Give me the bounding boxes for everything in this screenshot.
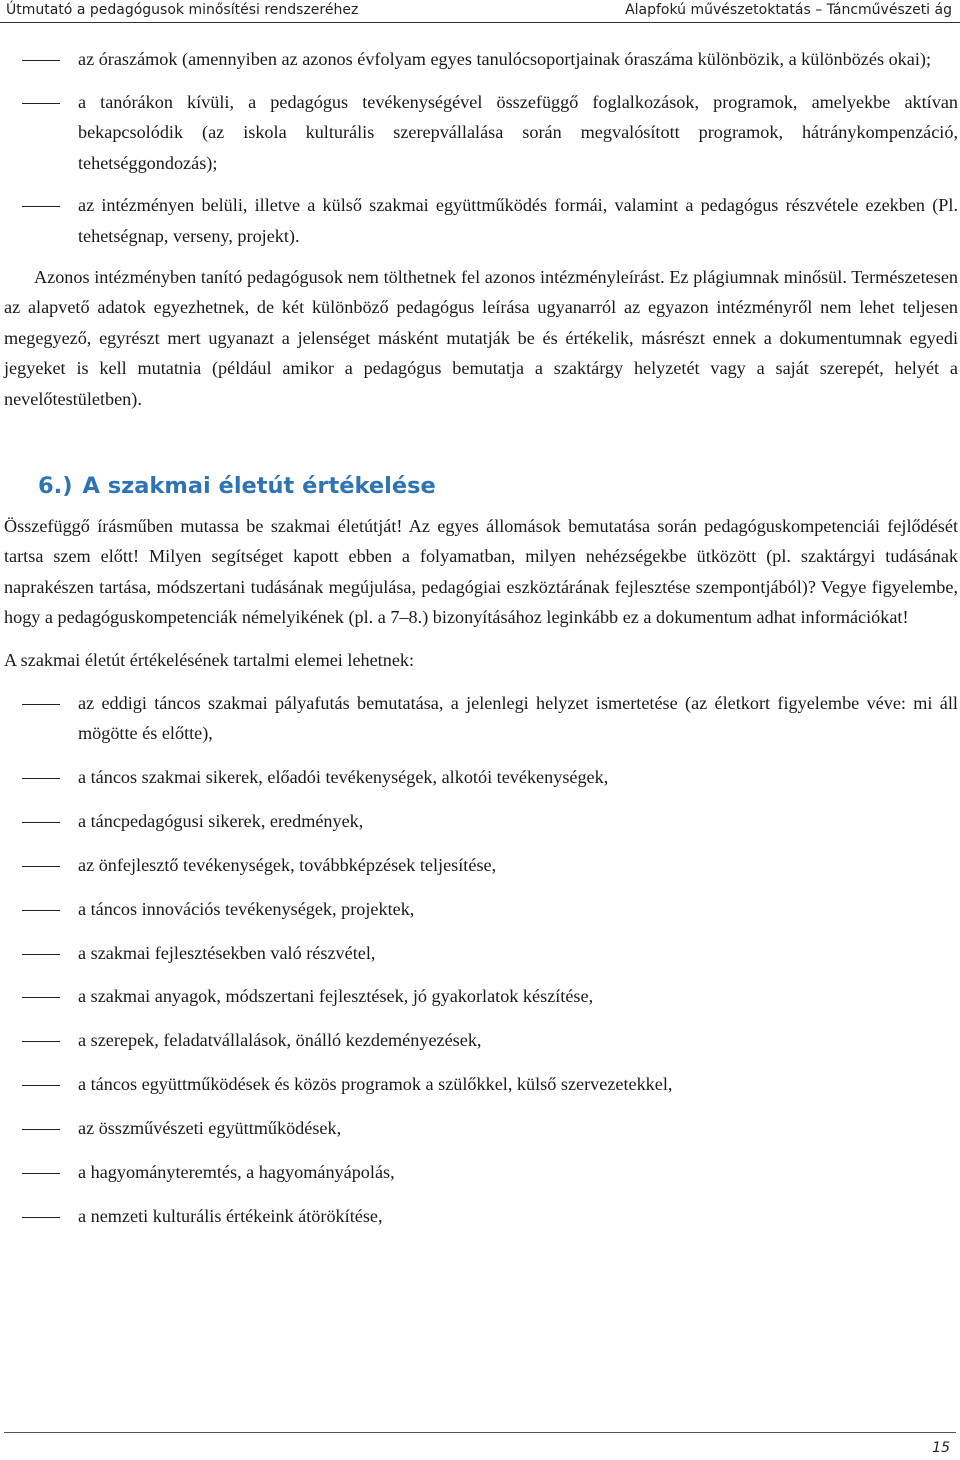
- list-item: [4, 1113, 958, 1144]
- page-body: [4, 44, 958, 1245]
- list-item: [4, 981, 958, 1012]
- list-item-text: az eddigi táncos szakmai pályafutás bemutatása, a jelenlegi helyzet ismertetése (az életkort figyelembe véve: mi áll mögötte és előtte),: [78, 692, 958, 744]
- footer-rule: [4, 1432, 956, 1433]
- header-rule: [0, 22, 960, 23]
- section-title: A szakmai életút értékelése: [82, 472, 436, 499]
- section-heading: [38, 471, 958, 501]
- list-item-text: a szerepek, feladatvállalások, önálló kezdeményezések,: [78, 1030, 482, 1051]
- list-item: [4, 688, 958, 749]
- list-item: [4, 894, 958, 925]
- list-item: [4, 938, 958, 969]
- list-item-text: a táncos innovációs tevékenységek, projektek,: [78, 898, 415, 919]
- list-item: [4, 44, 958, 75]
- list-item: [4, 190, 958, 251]
- list-item: [4, 1069, 958, 1100]
- page-number: 15: [932, 1440, 950, 1456]
- header-title-right: Alapfokú művészetoktatás – Táncművészeti ág: [625, 2, 952, 18]
- paragraph-plagiarism: Azonos intézményben tanító pedagógusok nem tölthetnek fel azonos intézményleírást. Ez plágiumnak minősül. Természetesen az alapvető adatok egyezhetnek, de két különböző pedagógus leírása ugyanarról az egyazon intézményről nem lehet teljesen megegyező, egyrészt mert ugyanazt a jelenséget másként mutatják be és értékelik, másrészt ennek a dokumentumnak egyedi jegyeket is kell mutatnia (például amikor a pedagógus bemutatja a szaktárgy helyzetét vagy a saját szerepét, helyét a nevelőtestületben).: [4, 266, 958, 409]
- section-number: 6.): [38, 472, 73, 499]
- list-item: [4, 806, 958, 837]
- list-item-text: a tanórákon kívüli, a pedagógus tevékenységével összefüggő foglalkozások, programok, amelyekbe aktívan bekapcsolódik (az iskola kulturális szerepvállalása során megvalósított programok, hátránykompenzáció, tehetséggondozás);: [78, 91, 958, 173]
- list-item-text: a hagyományteremtés, a hagyományápolás,: [78, 1162, 395, 1182]
- list-item-text: az összművészeti együttműködések,: [78, 1118, 342, 1139]
- list-item-text: az önfejlesztő tevékenységek, továbbképzések teljesítése,: [78, 854, 497, 875]
- list-item-text: a táncpedagógusi sikerek, eredmények,: [78, 810, 364, 831]
- bullet-list-institution: [4, 44, 958, 252]
- list-intro: A szakmai életút értékelésének tartalmi elemei lehetnek:: [4, 649, 415, 670]
- header-title-left: Útmutató a pedagógusok minősítési rendszeréhez: [6, 2, 359, 18]
- list-item: [4, 1025, 958, 1056]
- paragraph-instructions: Összefüggő írásműben mutassa be szakmai életútját! Az egyes állomások bemutatása során pedagóguskompetenciái fejlődését tartsa szem előtt! Milyen segítséget kapott ebben a folyamatban, milyen nehézségekbe ütközött (pl. szaktárgyi tudásának naprakészen tartása, módszertani tudásának megújulása, pedagógiai eszköztárának fejlesztése szempontjából)? Vegye figyelembe, hogy a pedagóguskompetenciák némelyikének (pl. a 7–8.) bizonyításához leginkább ez a dokumentum adhat információkat!: [4, 515, 958, 628]
- list-item: [4, 1157, 958, 1188]
- list-item-text: a szakmai anyagok, módszertani fejlesztések, jó gyakorlatok készítése,: [78, 986, 594, 1007]
- list-item-text: a táncos együttműködések és közös programok a szülőkkel, külső szervezetekkel,: [78, 1074, 673, 1095]
- bullet-list-career-elements: [4, 688, 958, 1232]
- list-item: [4, 762, 958, 793]
- list-item-text: az óraszámok (amennyiben az azonos évfolyam egyes tanulócsoportjainak óraszáma különbözik, a különbözés okai);: [78, 49, 931, 69]
- page-header: [0, 0, 960, 22]
- list-item-text: az intézményen belüli, illetve a külső szakmai együttműködés formái, valamint a pedagógus részvétele ezekben (Pl. tehetségnap, verseny, projekt).: [78, 195, 958, 246]
- list-item: [4, 1201, 958, 1232]
- list-item-text: a táncos szakmai sikerek, előadói tevékenységek, alkotói tevékenységek,: [78, 766, 609, 787]
- list-item: [4, 850, 958, 881]
- list-item-text: a nemzeti kulturális értékeink átörökítése,: [78, 1205, 383, 1226]
- list-item-text: a szakmai fejlesztésekben való részvétel,: [78, 942, 376, 963]
- list-item: [4, 87, 958, 179]
